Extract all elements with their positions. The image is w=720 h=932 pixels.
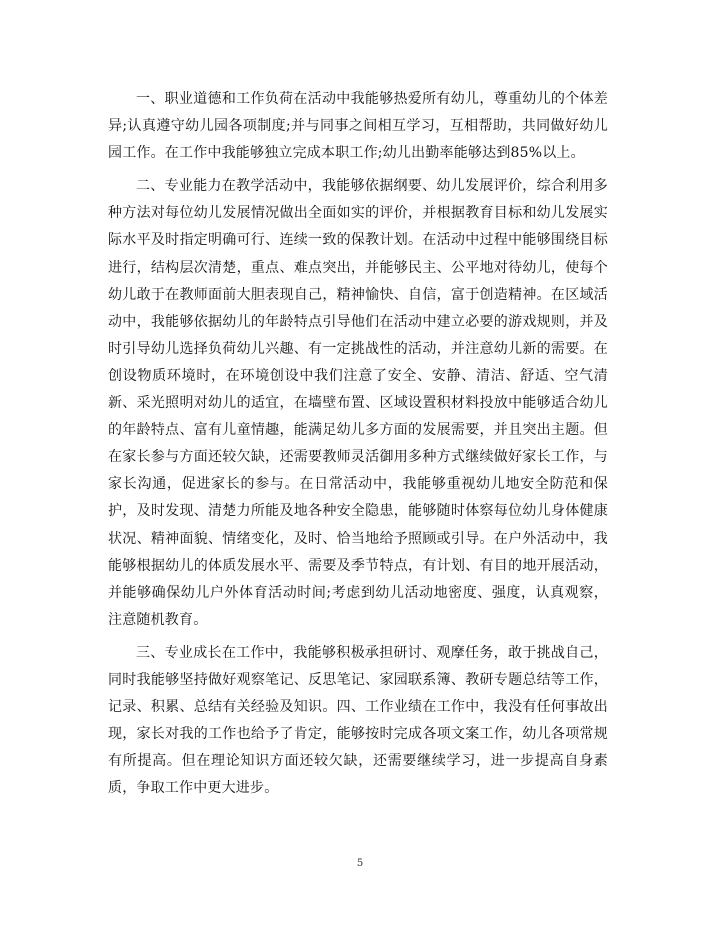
document-body [108,86,608,802]
paragraph-professional-growth: 三、专业成长在工作中，我能够积极承担研讨、观摩任务，敢于挑战自己，同时我能够坚持做好观察笔记、反思笔记、家园联系簿、教研专题总结等工作，记录、积累、总结有关经验及知识。四、工作业绩在工作中，我没有任何事故出现，家长对我的工作也给予了肯定，能够按时完成各项文案工作，幼儿各项常规有所提高。但在理论知识方面还较欠缺，还需要继续学习，进一步提高自身素质，争取工作中更大进步。 [108,644,608,797]
paragraph-professional-ability: 二、专业能力在教学活动中，我能够依据纲要、幼儿发展评价，综合利用多种方法对每位幼儿发展情况做出全面如实的评价，并根据教育目标和幼儿发展实际水平及时指定明确可行、连续一致的保教计划。在活动中过程中能够围绕目标进行，结构层次清楚，重点、难点突出，并能够民主、公平地对待幼儿，使每个幼儿敢于在教师面前大胆表现自己，精神愉快、自信，富于创造精神。在区域活动中，我能够依据幼儿的年龄特点引导他们在活动中建立必要的游戏规则，并及时引导幼儿选择负荷幼儿兴趣、有一定挑战性的活动，并注意幼儿新的需要。在创设物质环境时，在环境创设中我们注意了安全、安静、清洁、舒适、空气清新、采光照明对幼儿的适宜，在墙壁布置、区域设置积材料投放中能够适合幼儿的年龄特点、富有儿童情趣，能满足幼儿多方面的发展需要，并且突出主题。但在家长参与方面还较欠缺，还需要教师灵活御用多种方式继续做好家长工作，与家长沟通，促进家长的参与。在日常活动中，我能够重视幼儿地安全防范和保护，及时发现、清楚力所能及地各种安全隐患，能够随时体察每位幼儿身体健康状况、精神面貌、情绪变化，及时、恰当地给予照顾或引导。在户外活动中，我能够根据幼儿的体质发展水平、需要及季节特点，有计划、有目的地开展活动，并能够确保幼儿户外体育活动时间;考虑到幼儿活动地密度、强度，认真观察，注意随机教育。 [108,178,608,628]
page-number: 5 [356,858,364,869]
paragraph-professional-ethics: 一、职业道德和工作负荷在活动中我能够热爱所有幼儿，尊重幼儿的个体差异;认真遵守幼儿园各项制度;并与同事之间相互学习，互相帮助，共同做好幼儿园工作。在工作中我能够独立完成本职工作;幼儿出勤率能够达到85%以上。 [108,91,608,162]
